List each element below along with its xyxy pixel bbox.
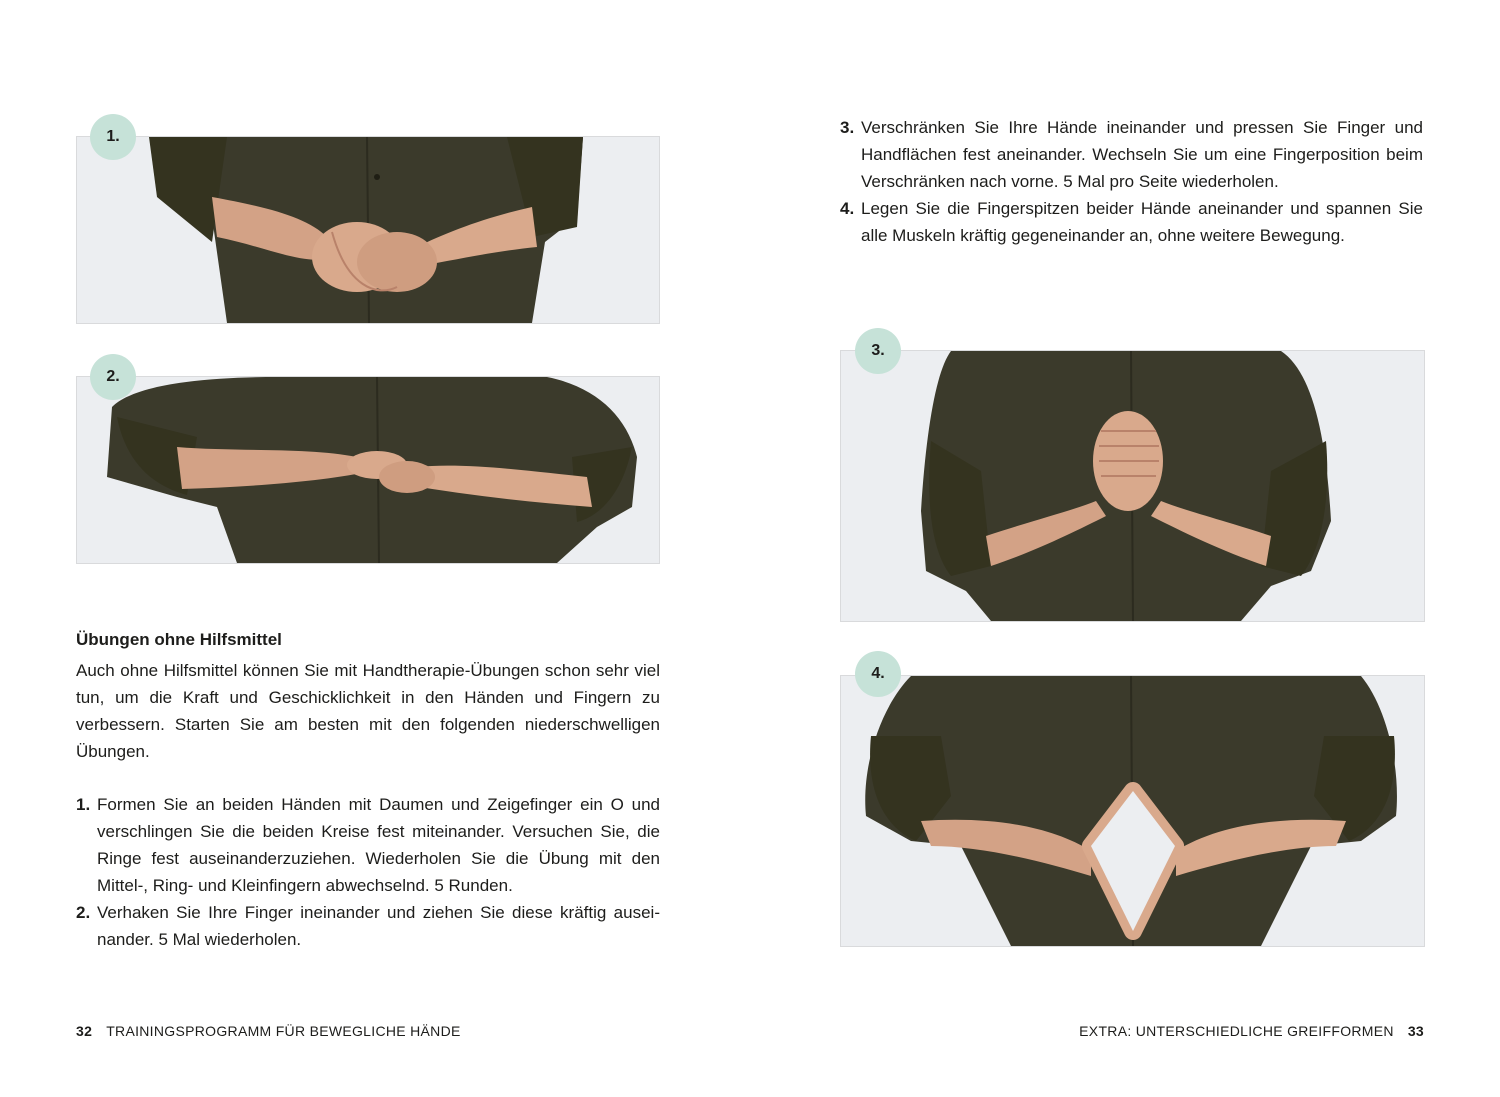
step-number: 1. [76,795,91,814]
intro-paragraph: Auch ohne Hilfsmittel können Sie mit Handtherapie-Übungen schon sehr viel tun, um die Kraft und Geschicklichkeit in den Händen und Fingern zu verbessern. Starten Sie am besten mit den folgenden niederschwelligen Übungen. [76,661,660,761]
photo-exercise-3 [840,350,1425,622]
page-number: 33 [1407,1023,1424,1039]
step-text: Legen Sie die Fingerspitzen beider Hände aneinander und spannen Sie alle Muskeln kräftig gegeneinander an, ohne weitere Bewegung. [861,199,1423,245]
running-title: EXTRA: UNTERSCHIEDLICHE GREIFFORMEN [1079,1023,1394,1039]
steps-list-left [76,791,660,953]
running-title: TRAININGSPROGRAMM FÜR BEWEGLICHE HÄNDE [106,1023,461,1039]
fingertips-pressed-photo [841,676,1424,946]
footer-left [76,1023,461,1039]
step-text: Verschränken Sie Ihre Hände ineinander und pressen Sie Finger und Handflächen fest aneinander. Wechseln Sie um eine Fingerposition beim Verschränken nach vorne. 5 Mal pro Seite wiederholen. [861,118,1423,191]
photo-exercise-2 [76,376,660,564]
list-item [840,114,1423,195]
fingers-hooked-photo [77,377,659,563]
step-badge-2: 2. [90,354,136,400]
page-number: 32 [76,1023,93,1039]
step-number: 3. [840,118,855,137]
footer-right [1079,1023,1424,1039]
hands-clasped-photo [841,351,1424,621]
fingers-interlocked-photo [77,137,659,323]
step-badge-4: 4. [855,651,901,697]
list-item [840,195,1423,249]
steps-list-right [840,114,1423,249]
list-item [76,899,660,953]
photo-exercise-4 [840,675,1425,947]
section-heading: Übungen ohne Hilfsmittel [76,630,282,649]
photo-exercise-1 [76,136,660,324]
list-item [76,791,660,899]
step-badge-1: 1. [90,114,136,160]
step-number: 2. [76,903,91,922]
step-number: 4. [840,199,855,218]
step-text: Verhaken Sie Ihre Finger ineinander und ziehen Sie diese kräftig auseinander. 5 Mal wiederholen. [97,903,660,949]
step-text: Formen Sie an beiden Händen mit Daumen und Zeigefinger ein O und verschlingen Sie die beiden Kreise fest miteinander. Versuchen Sie, die Ringe fest auseinanderzuziehen. Wiederholen Sie die Übung mit den Mittel-, Ring- und Kleinfingern abwechselnd. 5 Runden. [97,795,660,895]
step-badge-3: 3. [855,328,901,374]
